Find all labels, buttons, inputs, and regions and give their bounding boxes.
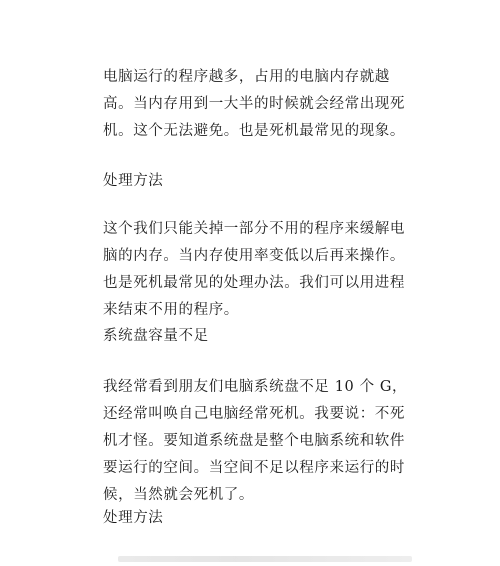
section-heading-solution-2: 处理方法 <box>103 510 164 526</box>
paragraph-memory-usage: 电脑运行的程序越多，占用的电脑内存就越高。当内存用到一大半的时候就会经常出现死机。这个无法避免。也是死机最常见的现象。 <box>103 69 405 139</box>
section-heading-solution: 处理方法 <box>103 173 164 189</box>
section-heading-disk-space: 系统盘容量不足 <box>103 328 209 344</box>
paragraph-disk-space: 我经常看到朋友们电脑系统盘不足 10 个 G，还经常叫唤自己电脑经常死机。我要说：不死机才怪。要知道系统盘是整个电脑系统和软件要运行的空间。当空间不足以程序来运行的时候，当然就会死机了。 <box>103 379 408 503</box>
cut-off-text-line <box>118 556 412 562</box>
paragraph-close-programs: 这个我们只能关掉一部分不用的程序来缓解电脑的内存。当内存使用率变低以后再来操作。也是死机最常见的处理办法。我们可以用进程来结束不用的程序。 <box>103 221 405 318</box>
